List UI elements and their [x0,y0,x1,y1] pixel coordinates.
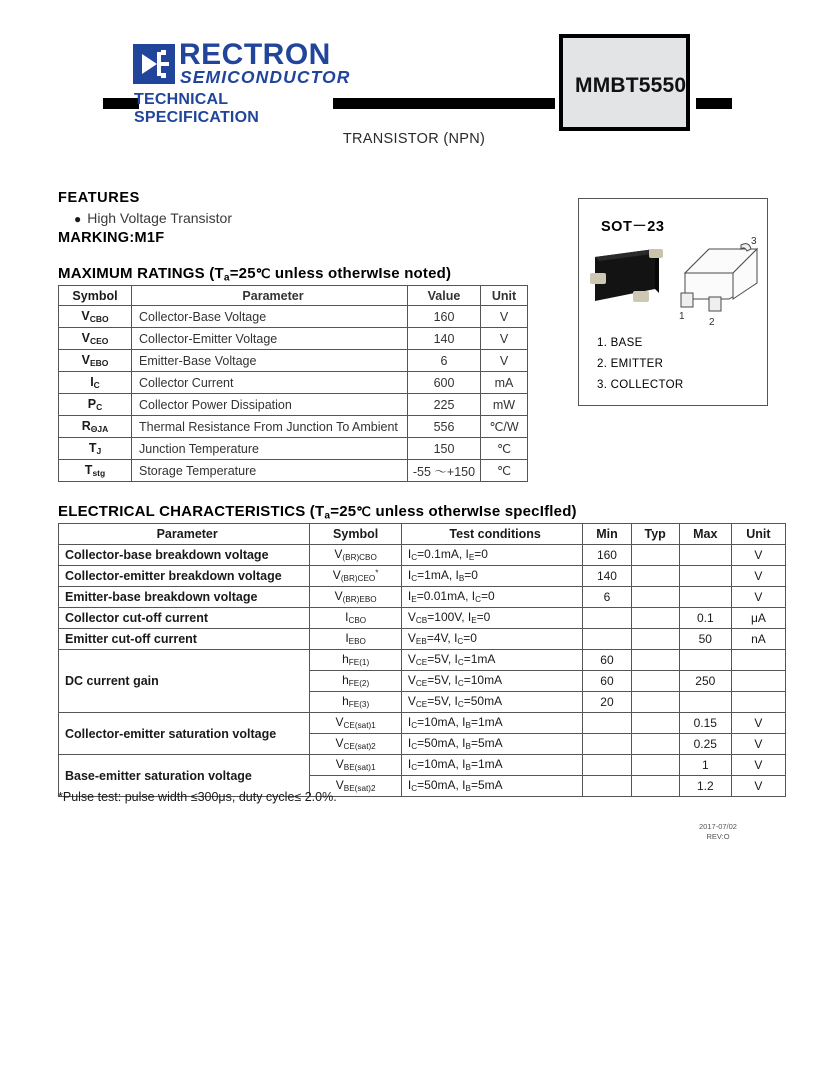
cell-max [679,650,731,671]
cell-unit [731,692,785,713]
cell-parameter: Emitter-Base Voltage [132,350,408,372]
cell-unit: V [731,755,785,776]
cell-unit: nA [731,629,785,650]
marking-label: MARKING:M1F [58,230,165,246]
table-row [59,587,786,608]
feature-item-0 [74,210,232,226]
col-unit: Unit [481,286,528,306]
col-parameter: Parameter [132,286,408,306]
table-header-row [59,286,528,306]
cell-symbol: $V_{CBO}$ [59,306,132,328]
cell-parameter: Emitter-base breakdown voltage [59,587,310,608]
cell-unit: ℃/W [481,416,528,438]
cell-typ [631,713,679,734]
col-typ: Typ [631,524,679,545]
cell-symbol: $I_{EBO}$ [310,629,402,650]
cell-test-condition: $I_C=10mA$, $I_B=1mA$ [401,755,582,776]
electrical-heading [58,503,577,522]
cell-symbol: $h_{FE(2)}$ [310,671,402,692]
company-logo [133,38,351,130]
pin-3: 3. COLLECTOR [597,379,684,391]
cell-symbol: $P_C$ [59,394,132,416]
pin-2: 2. EMITTER [597,358,664,370]
col-value: Value [408,286,481,306]
cell-max: 0.25 [679,734,731,755]
document-subtitle: TRANSISTOR (NPN) [342,131,486,147]
pulse-test-footnote: *Pulse test: pulse width ≤300μs, duty cycle≤ 2.0%. [58,790,337,804]
table-row [59,629,786,650]
cell-value: 6 [408,350,481,372]
cell-min [583,608,631,629]
cell-max: 250 [679,671,731,692]
table-row [59,394,528,416]
cell-typ [631,566,679,587]
cell-max [679,545,731,566]
cell-value: 556 [408,416,481,438]
cell-typ [631,692,679,713]
cell-min: 60 [583,650,631,671]
cell-typ [631,755,679,776]
table-row [59,438,528,460]
cell-parameter: Collector-emitter breakdown voltage [59,566,310,587]
cell-parameter: Collector-emitter saturation voltage [59,713,310,755]
cell-symbol: $V_{CE(sat)1}$ [310,713,402,734]
pin-1: 1. BASE [597,337,643,349]
bullet-icon: ● [74,212,82,226]
cell-symbol: $I_C$ [59,372,132,394]
cell-symbol: $h_{FE(3)}$ [310,692,402,713]
cell-test-condition: $I_C=50mA$, $I_B=5mA$ [401,734,582,755]
cell-parameter: Junction Temperature [132,438,408,460]
cell-test-condition: $V_{CE}=5V$, $I_C=10mA$ [401,671,582,692]
cell-symbol: $h_{FE(1)}$ [310,650,402,671]
package-line-drawing [679,235,767,331]
electrical-characteristics-table [58,523,786,797]
cell-max: 50 [679,629,731,650]
table-row [59,650,786,671]
cell-symbol: $V_{(BR)EBO}$ [310,587,402,608]
cell-min: 140 [583,566,631,587]
cell-max: 0.15 [679,713,731,734]
cell-parameter: Emitter cut-off current [59,629,310,650]
cell-value: 225 [408,394,481,416]
max-ratings-table [58,285,528,482]
cell-unit: V [731,587,785,608]
table-row [59,328,528,350]
max-ratings-title-tail: unless otherwIse noted) [270,265,452,282]
cell-typ [631,545,679,566]
max-ratings-title-main: MAXIMUM RATINGS (T [58,265,224,282]
cell-max [679,566,731,587]
revision-date: 2017-07/02 [699,822,737,831]
cell-unit [731,671,785,692]
cell-symbol: $V_{(BR)CEO}^*$ [310,566,402,587]
cell-value: 150 [408,438,481,460]
cell-test-condition: $V_{EB}=4V$, $I_C=0$ [401,629,582,650]
cell-parameter: Storage Temperature [132,460,408,482]
cell-symbol: $V_{CEO}$ [59,328,132,350]
cell-symbol: $V_{BE(sat)1}$ [310,755,402,776]
cell-test-condition: $I_C=0.1mA$, $I_E=0$ [401,545,582,566]
electrical-title-main: ELECTRICAL CHARACTERISTICS (T [58,503,325,520]
cell-unit: V [731,545,785,566]
col-min: Min [583,524,631,545]
cell-min [583,629,631,650]
svg-text:3: 3 [751,236,757,247]
table-row [59,755,786,776]
cell-parameter: Base-emitter saturation voltage [59,755,310,797]
cell-unit: V [731,776,785,797]
cell-typ [631,776,679,797]
cell-max: 1.2 [679,776,731,797]
cell-unit: mA [481,372,528,394]
svg-text:1: 1 [679,311,685,322]
cell-symbol: $T_J$ [59,438,132,460]
table-row [59,608,786,629]
part-number-box [559,34,690,131]
feature-label: High Voltage Transistor [87,210,232,226]
electrical-title-tail: unless otherwIse specIfled) [371,503,577,520]
cell-unit: ℃ [481,438,528,460]
cell-typ [631,608,679,629]
table-row [59,416,528,438]
table-row [59,350,528,372]
electrical-title-degree: ℃ [356,504,372,519]
cell-parameter: Collector cut-off current [59,608,310,629]
table-row [59,372,528,394]
cell-test-condition: $I_C=10mA$, $I_B=1mA$ [401,713,582,734]
cell-min: 160 [583,545,631,566]
cell-min [583,776,631,797]
max-ratings-title-sub: a [223,272,230,284]
cell-symbol: $R_{\Theta JA}$ [59,416,132,438]
brand-tagline: TECHNICAL SPECIFICATION [134,91,259,126]
cell-typ [631,671,679,692]
max-ratings-title-degree: ℃ [255,266,271,281]
svg-text:2: 2 [709,317,715,328]
table-row [59,306,528,328]
col-test-conditions: Test conditions [401,524,582,545]
page-header [0,28,828,138]
cell-parameter: Collector Power Dissipation [132,394,408,416]
table-row [59,460,528,482]
table-row [59,566,786,587]
cell-test-condition: $I_C=1mA$, $I_B=0$ [401,566,582,587]
cell-max [679,692,731,713]
cell-value: -55 ～+150 [408,460,481,482]
brand-name-secondary: SEMICONDUCTOR [180,67,351,87]
table-header-row [59,524,786,545]
revision-number: REV:O [706,832,730,841]
cell-typ [631,587,679,608]
cell-min: 6 [583,587,631,608]
revision-block [688,822,748,842]
cell-symbol: $V_{CE(sat)2}$ [310,734,402,755]
brand-name-primary: RECTRON [179,38,331,71]
cell-test-condition: $I_E=0.01mA$, $I_C=0$ [401,587,582,608]
package-pin-list [597,333,683,396]
cell-unit: V [731,734,785,755]
cell-symbol: $V_{(BR)CBO}$ [310,545,402,566]
cell-unit: V [481,306,528,328]
col-parameter: Parameter [59,524,310,545]
max-ratings-heading [58,265,451,284]
cell-min [583,734,631,755]
table-row [59,545,786,566]
cell-unit: μA [731,608,785,629]
cell-symbol: $V_{BE(sat)2}$ [310,776,402,797]
cell-min: 20 [583,692,631,713]
col-symbol: Symbol [59,286,132,306]
cell-parameter: Thermal Resistance From Junction To Ambient [132,416,408,438]
features-heading: FEATURES [58,190,140,206]
cell-unit: V [481,328,528,350]
cell-max: 0.1 [679,608,731,629]
cell-symbol: $V_{EBO}$ [59,350,132,372]
cell-typ [631,650,679,671]
cell-parameter: Collector-Base Voltage [132,306,408,328]
header-rule-right [696,98,732,109]
cell-test-condition: $V_{CE}=5V$, $I_C=50mA$ [401,692,582,713]
cell-unit: ℃ [481,460,528,482]
cell-unit: V [481,350,528,372]
package-outline-box [578,198,768,406]
max-ratings-title-rest: =25 [229,265,256,282]
cell-symbol: $I_{CBO}$ [310,608,402,629]
cell-min [583,713,631,734]
cell-test-condition: $V_{CE}=5V$, $I_C=1mA$ [401,650,582,671]
header-rule-middle [333,98,555,109]
electrical-title-sub: a [324,510,331,522]
cell-parameter: Collector Current [132,372,408,394]
cell-unit: V [731,713,785,734]
cell-unit [731,650,785,671]
col-max: Max [679,524,731,545]
cell-parameter: Collector-Emitter Voltage [132,328,408,350]
cell-typ [631,734,679,755]
cell-symbol: $T_{stg}$ [59,460,132,482]
cell-unit: mW [481,394,528,416]
cell-min [583,755,631,776]
package-title: SOT－23 [601,219,665,235]
col-unit: Unit [731,524,785,545]
cell-unit: V [731,566,785,587]
cell-value: 140 [408,328,481,350]
cell-max [679,587,731,608]
col-symbol: Symbol [310,524,402,545]
cell-value: 600 [408,372,481,394]
cell-typ [631,629,679,650]
cell-value: 160 [408,306,481,328]
cell-max: 1 [679,755,731,776]
cell-test-condition: $V_{CB}=100V$, $I_E=0$ [401,608,582,629]
table-row [59,713,786,734]
part-number: MMBT5550 [575,74,687,97]
electrical-title-rest: =25 [330,503,357,520]
cell-parameter: Collector-base breakdown voltage [59,545,310,566]
cell-test-condition: $I_C=50mA$, $I_B=5mA$ [401,776,582,797]
cell-min: 60 [583,671,631,692]
cell-parameter: DC current gain [59,650,310,713]
rectron-diode-icon [133,44,175,84]
package-photo [589,243,681,315]
